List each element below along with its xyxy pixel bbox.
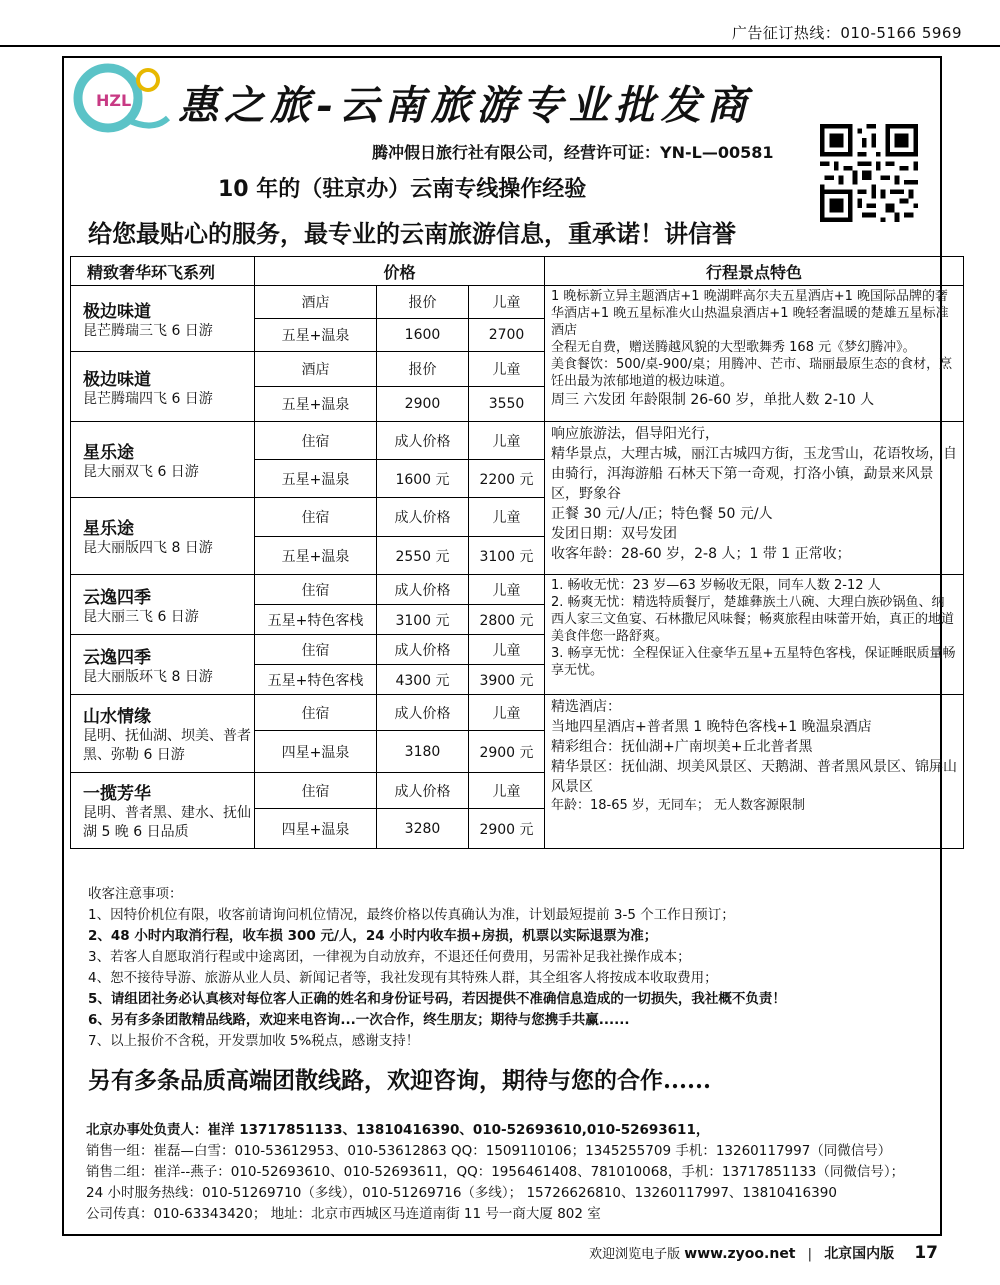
footer-welcome: 欢迎浏览电子版 bbox=[589, 1247, 681, 1262]
price-header: 住宿 bbox=[255, 575, 377, 605]
price-header: 住宿 bbox=[255, 498, 377, 537]
booking-notes bbox=[88, 884, 948, 1052]
notes-title: 收客注意事项： bbox=[88, 886, 183, 902]
tour-price-table bbox=[70, 256, 964, 849]
price-value: 2900 元 bbox=[469, 731, 545, 773]
feature-line: 响应旅游法，倡导阳光行， bbox=[551, 426, 720, 442]
features-group-4 bbox=[545, 695, 964, 849]
price-value: 四星+温泉 bbox=[255, 809, 377, 849]
price-header: 成人价格 bbox=[377, 422, 469, 460]
price-value: 3100 元 bbox=[377, 605, 469, 635]
ad-hotline: 广告征订热线：010-5166 5969 bbox=[731, 24, 962, 42]
price-header: 住宿 bbox=[255, 695, 377, 731]
contact-line: 公司传真：010-63343420； 地址：北京市西城区马连道南街 11 号一商大厦 802 室 bbox=[86, 1206, 601, 1222]
price-header: 酒店 bbox=[255, 352, 377, 387]
tour-desc: 昆大丽双飞 6 日游 bbox=[83, 463, 199, 480]
contact-line: 北京办事处负责人：崔洋 13717851133、13810416390、010-52693610,010-52693611， bbox=[86, 1122, 710, 1138]
features-group-3 bbox=[545, 575, 964, 695]
price-header: 儿童 bbox=[469, 773, 545, 809]
tour-name: 一揽芳华 bbox=[83, 784, 151, 804]
tour-desc: 昆大丽版四飞 8 日游 bbox=[83, 540, 213, 556]
header-features: 行程景点特色 bbox=[545, 257, 964, 286]
tour-cell bbox=[71, 695, 255, 773]
page-number: 17 bbox=[914, 1243, 938, 1263]
price-value: 3280 bbox=[377, 809, 469, 849]
tour-cell bbox=[71, 575, 255, 635]
feature-line: 1. 畅收无忧：23 岁—63 岁畅收无限，同车人数 2-12 人 bbox=[551, 578, 881, 593]
qr-code-icon[interactable] bbox=[820, 124, 918, 222]
tour-name: 极边味道 bbox=[83, 369, 151, 390]
price-header: 成人价格 bbox=[377, 773, 469, 809]
feature-line: 精华景点，大理古城，丽江古城四方街，玉龙雪山，花语牧场，自由骑行，洱海游船 石林天下第一奇观，打洛小镇，勐景来风景区，野象谷 bbox=[551, 446, 958, 502]
footer-divider: | bbox=[807, 1247, 813, 1262]
price-header: 住宿 bbox=[255, 635, 377, 665]
brand-logo-icon bbox=[68, 60, 178, 138]
tour-name: 山水情缘 bbox=[83, 707, 151, 727]
price-header: 儿童 bbox=[469, 352, 545, 387]
price-value: 1600 bbox=[377, 319, 469, 352]
feature-line: 精彩组合：抚仙湖+广南坝美+丘北普者黑 bbox=[551, 739, 813, 755]
note-item: 5、请组团社务必认真核对每位客人正确的姓名和身份证号码，若因提供不准确信息造成的一切损失，我社概不负责！ bbox=[88, 991, 786, 1007]
page-footer bbox=[589, 1243, 938, 1263]
contact-line: 销售一组：崔磊—白雪：010-53612953、010-53612863 QQ：1509110106；1345255709 手机：13260117997（同微信号） bbox=[86, 1143, 892, 1159]
price-header: 成人价格 bbox=[377, 695, 469, 731]
header-series: 精致奢华环飞系列 bbox=[71, 257, 255, 286]
price-header: 住宿 bbox=[255, 773, 377, 809]
price-header: 儿童 bbox=[469, 422, 545, 460]
price-value: 2900 bbox=[377, 387, 469, 422]
footer-edition: 北京国内版 bbox=[824, 1246, 895, 1262]
feature-line: 3. 畅享无忧：全程保证入住豪华五星+五星特色客栈，保证睡眠质量畅享无忧。 bbox=[551, 646, 956, 678]
tour-cell bbox=[71, 352, 255, 422]
tour-cell bbox=[71, 773, 255, 849]
tour-desc: 昆明、抚仙湖、坝美、普者黑、弥勒 6 日游 bbox=[83, 728, 251, 763]
price-value: 五星+温泉 bbox=[255, 537, 377, 575]
note-item: 3、若客人自愿取消行程或中途离团，一律视为自动放弃，不退还任何费用，另需补足我社操作成本； bbox=[88, 949, 691, 965]
top-rule bbox=[0, 45, 1000, 47]
header-price: 价格 bbox=[255, 257, 545, 286]
feature-line: 精选酒店： bbox=[551, 699, 622, 715]
note-item: 6、另有多条团散精品线路，欢迎来电咨询...一次合作，终生朋友；期待与您携手共赢...... bbox=[88, 1012, 630, 1028]
tour-name: 星乐途 bbox=[83, 442, 134, 463]
contact-line: 24 小时服务热线：010-51269710（多线），010-51269716（多线）； 15726626810、13260117997、13810416390 bbox=[86, 1185, 837, 1201]
tour-name: 云逸四季 bbox=[83, 587, 151, 608]
tour-cell bbox=[71, 286, 255, 352]
tour-desc: 昆芒腾瑞四飞 6 日游 bbox=[83, 390, 213, 407]
tour-desc: 昆大丽版环飞 8 日游 bbox=[83, 668, 213, 685]
more-routes-banner: 另有多条品质高端团散线路，欢迎咨询，期待与您的合作...... bbox=[88, 1067, 712, 1094]
price-value: 五星+温泉 bbox=[255, 460, 377, 498]
price-header: 儿童 bbox=[469, 498, 545, 537]
service-slogan: 给您最贴心的服务，最专业的云南旅游信息，重承诺！讲信誉 bbox=[88, 220, 736, 248]
contact-block bbox=[86, 1120, 904, 1225]
price-value: 3100 元 bbox=[469, 537, 545, 575]
price-value: 2800 元 bbox=[469, 605, 545, 635]
table-header-row bbox=[71, 257, 964, 286]
feature-line: 精华景区：抚仙湖、坝美风景区、天鹅湖、普者黑风景区、锦屏山风景区 bbox=[551, 759, 958, 795]
feature-line: 年龄：18-65 岁，无同车； 无人数客源限制 bbox=[551, 798, 806, 813]
tour-desc: 昆芒腾瑞三飞 6 日游 bbox=[83, 322, 213, 339]
feature-line: 美食餐饮：500/桌-900/桌；用腾冲、芒市、瑞丽最原生态的食材，烹饪出最为浓郁地道的极边味道。 bbox=[551, 357, 953, 389]
tour-cell bbox=[71, 635, 255, 695]
experience-headline: 10 年的（驻京办）云南专线操作经验 bbox=[218, 177, 587, 202]
price-value: 3900 元 bbox=[469, 665, 545, 695]
price-value: 2200 元 bbox=[469, 460, 545, 498]
feature-line: 周三 六发团 年龄限制 26-60 岁，单批人数 2-10 人 bbox=[551, 392, 875, 408]
price-value: 五星+温泉 bbox=[255, 387, 377, 422]
feature-line: 发团日期：双号发团 bbox=[551, 526, 678, 542]
tour-name: 云逸四季 bbox=[83, 647, 151, 668]
features-group-2 bbox=[545, 422, 964, 575]
price-value: 五星+特色客栈 bbox=[255, 605, 377, 635]
price-value: 3550 bbox=[469, 387, 545, 422]
price-value: 4300 元 bbox=[377, 665, 469, 695]
price-header: 儿童 bbox=[469, 575, 545, 605]
feature-line: 全程无自费，赠送腾越风貌的大型歌舞秀 168 元《梦幻腾冲》。 bbox=[551, 340, 916, 355]
price-header: 儿童 bbox=[469, 695, 545, 731]
price-header: 酒店 bbox=[255, 286, 377, 319]
brand-title: 惠之旅-云南旅游专业批发商 bbox=[178, 82, 753, 129]
footer-site-link[interactable]: www.zyoo.net bbox=[684, 1246, 796, 1262]
note-item: 1、因特价机位有限，收客前请询问机位情况，最终价格以传真确认为准，计划最短提前 3-5 个工作日预订； bbox=[88, 907, 735, 923]
tour-desc: 昆明、普者黑、建水、抚仙湖 5 晚 6 日品质 bbox=[83, 805, 251, 840]
price-value: 2550 元 bbox=[377, 537, 469, 575]
feature-line: 当地四星酒店+普者黑 1 晚特色客栈+1 晚温泉酒店 bbox=[551, 719, 872, 735]
license-line: 腾冲假日旅行社有限公司，经营许可证：YN-L—00581 bbox=[372, 143, 774, 162]
feature-line: 2. 畅爽无忧：精选特质餐厅，楚雄彝族土八碗、大理白族砂锅鱼、纳西人家三文鱼宴、石林撒尼风味餐；畅爽旅程由味蕾开始，真正的地道美食伴您一路舒爽。 bbox=[551, 595, 955, 644]
note-item: 7、以上报价不含税，开发票加收 5%税点，感谢支持！ bbox=[88, 1033, 420, 1049]
price-value: 五星+特色客栈 bbox=[255, 665, 377, 695]
tour-cell bbox=[71, 422, 255, 498]
price-header: 住宿 bbox=[255, 422, 377, 460]
features-group-1 bbox=[545, 286, 964, 422]
tour-cell bbox=[71, 498, 255, 575]
tour-name: 星乐途 bbox=[83, 519, 134, 539]
price-header: 儿童 bbox=[469, 286, 545, 319]
logo-letters: HZL bbox=[96, 91, 132, 110]
feature-line: 正餐 30 元/人/正；特色餐 50 元/人 bbox=[551, 506, 773, 522]
note-item: 2、48 小时内取消行程，收车损 300 元/人，24 小时内收车损+房损，机票以实际退票为准； bbox=[88, 928, 658, 944]
contact-line: 销售二组：崔洋--燕子：010-52693610、010-52693611，QQ：1956461408、781010068，手机：13717851133（同微信号）； bbox=[86, 1164, 905, 1180]
price-value: 四星+温泉 bbox=[255, 731, 377, 773]
tour-name: 极边味道 bbox=[83, 301, 151, 322]
price-header: 儿童 bbox=[469, 635, 545, 665]
tour-desc: 昆大丽三飞 6 日游 bbox=[83, 608, 199, 625]
price-header: 报价 bbox=[377, 286, 469, 319]
price-header: 成人价格 bbox=[377, 575, 469, 605]
price-value: 2700 bbox=[469, 319, 545, 352]
price-value: 2900 元 bbox=[469, 809, 545, 849]
note-item: 4、恕不接待导游、旅游从业人员、新闻记者等，我社发现有其特殊人群，其全组客人将按成本收取费用； bbox=[88, 970, 718, 986]
price-header: 报价 bbox=[377, 352, 469, 387]
price-value: 五星+温泉 bbox=[255, 319, 377, 352]
price-value: 1600 元 bbox=[377, 460, 469, 498]
feature-line: 收客年龄：28-60 岁，2-8 人；1 带 1 正常收； bbox=[551, 546, 851, 562]
price-header: 成人价格 bbox=[377, 635, 469, 665]
price-header: 成人价格 bbox=[377, 498, 469, 537]
feature-line: 1 晚标新立异主题酒店+1 晚湖畔高尔夫五星酒店+1 晚国际品牌的奢华酒店+1 晚五星标准火山热温泉酒店+1 晚轻奢温暖的楚雄五星标准酒店 bbox=[551, 289, 949, 338]
price-value: 3180 bbox=[377, 731, 469, 773]
